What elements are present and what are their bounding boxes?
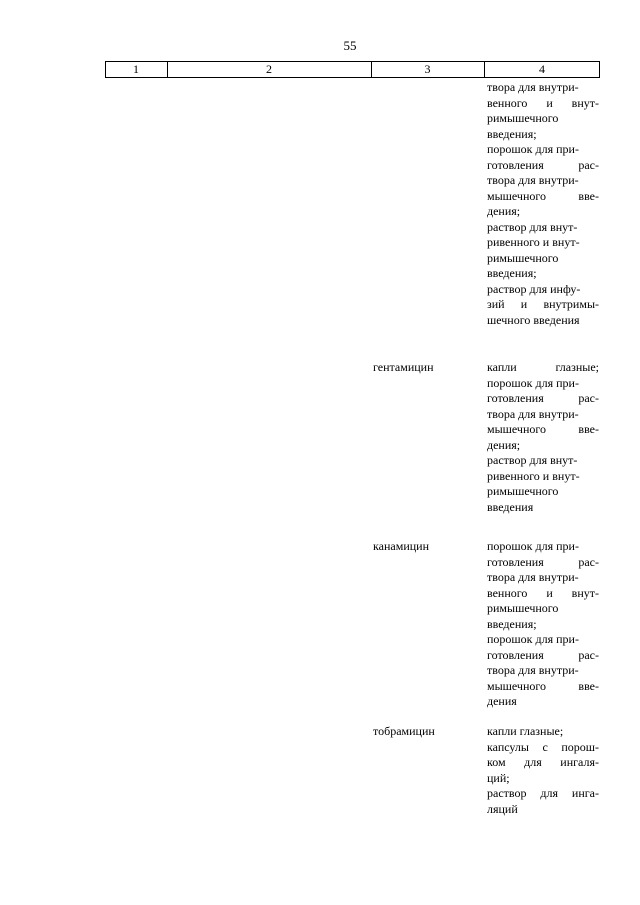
form-line: раствор для внут-: [487, 219, 578, 234]
dosage-forms: [487, 539, 599, 710]
drug-name: канамицин: [373, 539, 430, 553]
header-col-2: 2: [266, 62, 272, 76]
form-line: римышечного: [487, 250, 559, 265]
form-line: твора для внутри-: [487, 80, 579, 94]
header-col-4: 4: [539, 62, 545, 76]
page-number: 55: [343, 38, 357, 53]
form-line: введения;: [487, 126, 537, 141]
form-line: порошок для при-: [487, 375, 579, 390]
form-line: порошок для при-: [487, 539, 579, 553]
form-line: ривенного и внут-: [487, 235, 580, 249]
drug-name: тобрамицин: [373, 724, 435, 738]
form-line: готовления рас-: [487, 647, 599, 662]
form-line: раствор для внут-: [487, 453, 578, 467]
dosage-forms-continued: [487, 80, 599, 328]
form-line: капли глазные;: [487, 360, 599, 374]
form-line: римышечного: [487, 601, 559, 615]
dosage-forms: [487, 724, 599, 817]
form-line: введения;: [487, 266, 537, 280]
form-line: раствор для инфу-: [487, 281, 581, 296]
form-line: готовления рас-: [487, 554, 599, 569]
form-line: капли глазные;: [487, 724, 564, 738]
form-line: твора для внутри-: [487, 173, 579, 187]
form-line: ций;: [487, 770, 510, 785]
form-line: готовления рас-: [487, 391, 599, 405]
form-line: дения;: [487, 204, 521, 218]
dosage-forms: [487, 360, 599, 515]
form-line: готовления рас-: [487, 157, 599, 172]
form-line: твора для внутри-: [487, 406, 579, 421]
form-line: шечного введения: [487, 312, 580, 327]
form-line: венного и внут-: [487, 585, 599, 600]
form-line: раствор для инга-: [487, 786, 599, 800]
form-line: твора для внутри-: [487, 663, 579, 677]
form-line: порошок для при-: [487, 142, 579, 156]
form-line: порошок для при-: [487, 632, 579, 646]
form-line: дения;: [487, 437, 521, 452]
form-line: введения: [487, 499, 534, 514]
form-line: венного и внут-: [487, 95, 599, 110]
form-line: мышечного вве-: [487, 188, 599, 203]
table-header-row: [105, 61, 600, 78]
form-line: ривенного и внут-: [487, 468, 580, 483]
form-line: ком для ингаля-: [487, 755, 599, 769]
form-line: дения: [487, 694, 517, 708]
form-line: зий и внутримы-: [487, 297, 599, 311]
form-line: мышечного вве-: [487, 422, 599, 436]
form-line: капсулы с порош-: [487, 739, 599, 754]
form-line: римышечного: [487, 111, 559, 125]
form-line: ляций: [487, 801, 518, 816]
header-col-1: 1: [133, 62, 139, 76]
form-line: мышечного вве-: [487, 678, 599, 693]
form-line: римышечного: [487, 484, 559, 498]
drug-name: гентамицин: [373, 360, 434, 374]
header-divider: [599, 62, 600, 77]
form-line: твора для внутри-: [487, 570, 579, 584]
header-col-3: 3: [424, 62, 431, 76]
form-line: введения;: [487, 616, 537, 631]
